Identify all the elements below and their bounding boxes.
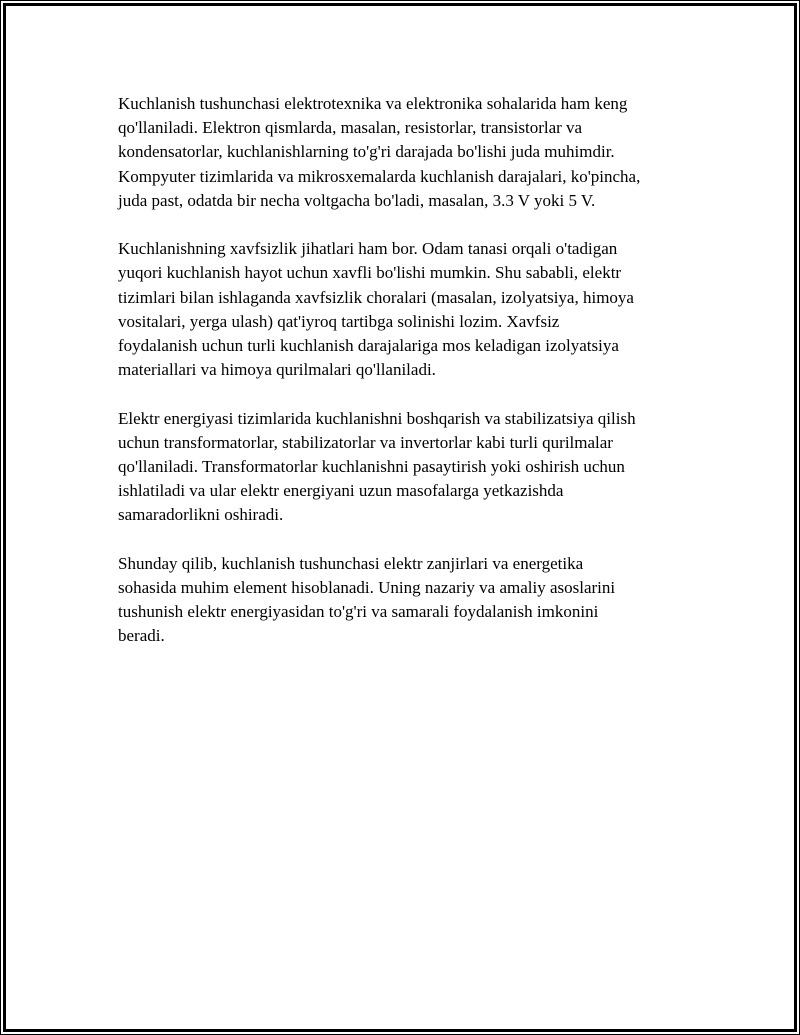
text-line: sohasida muhim element hisoblanadi. Uning nazariy va amaliy asoslarini	[118, 578, 616, 598]
paragraph-2	[118, 237, 708, 382]
text-line: tizimlari bilan ishlaganda xavfsizlik choralari (masalan, izolyatsiya, himoya	[118, 287, 634, 307]
paragraph-1	[118, 92, 708, 213]
paragraph-3	[118, 407, 708, 528]
text-line: Elektr energiyasi tizimlarida kuchlanishni boshqarish va stabilizatsiya qilish	[118, 408, 636, 428]
document-body	[118, 92, 708, 673]
text-line: Kuchlanish tushunchasi elektrotexnika va elektronika sohalarida ham keng	[118, 94, 628, 113]
text-line: materiallari va himoya qurilmalari qo'llaniladi.	[118, 360, 436, 380]
text-line: foydalanish uchun turli kuchlanish darajalariga mos keladigan izolyatsiya	[118, 336, 619, 356]
text-line: uchun transformatorlar, stabilizatorlar va invertorlar kabi turli qurilmalar	[118, 432, 613, 452]
text-line: tushunish elektr energiyasidan to'g'ri va samarali foydalanish imkonini	[118, 602, 599, 622]
text-line: Kuchlanishning xavfsizlik jihatlari ham bor. Odam tanasi orqali o'tadigan	[118, 239, 618, 259]
text-line: ishlatiladi va ular elektr energiyani uzun masofalarga yetkazishda	[118, 481, 564, 501]
text-line: Shunday qilib, kuchlanish tushunchasi elektr zanjirlari va energetika	[118, 553, 584, 573]
text-line: Kompyuter tizimlarida va mikrosxemalarda kuchlanish darajalari, ko'pincha,	[118, 166, 641, 186]
text-line: beradi.	[118, 626, 165, 646]
text-line: vositalari, yerga ulash) qat'iyroq tartibga solinishi lozim. Xavfsiz	[118, 311, 560, 331]
text-line: qo'llaniladi. Elektron qismlarda, masalan, resistorlar, transistorlar va	[118, 118, 583, 138]
paragraph-4	[118, 552, 708, 649]
text-line: yuqori kuchlanish hayot uchun xavfli bo'lishi mumkin. Shu sababli, elektr	[118, 263, 622, 283]
text-line: kondensatorlar, kuchlanishlarning to'g'ri darajada bo'lishi juda muhimdir.	[118, 142, 615, 162]
text-line: qo'llaniladi. Transformatorlar kuchlanishni pasaytirish yoki oshirish uchun	[118, 457, 625, 477]
text-line: samaradorlikni oshiradi.	[118, 505, 284, 525]
text-line: juda past, odatda bir necha voltgacha bo'ladi, masalan, 3.3 V yoki 5 V.	[118, 190, 596, 210]
